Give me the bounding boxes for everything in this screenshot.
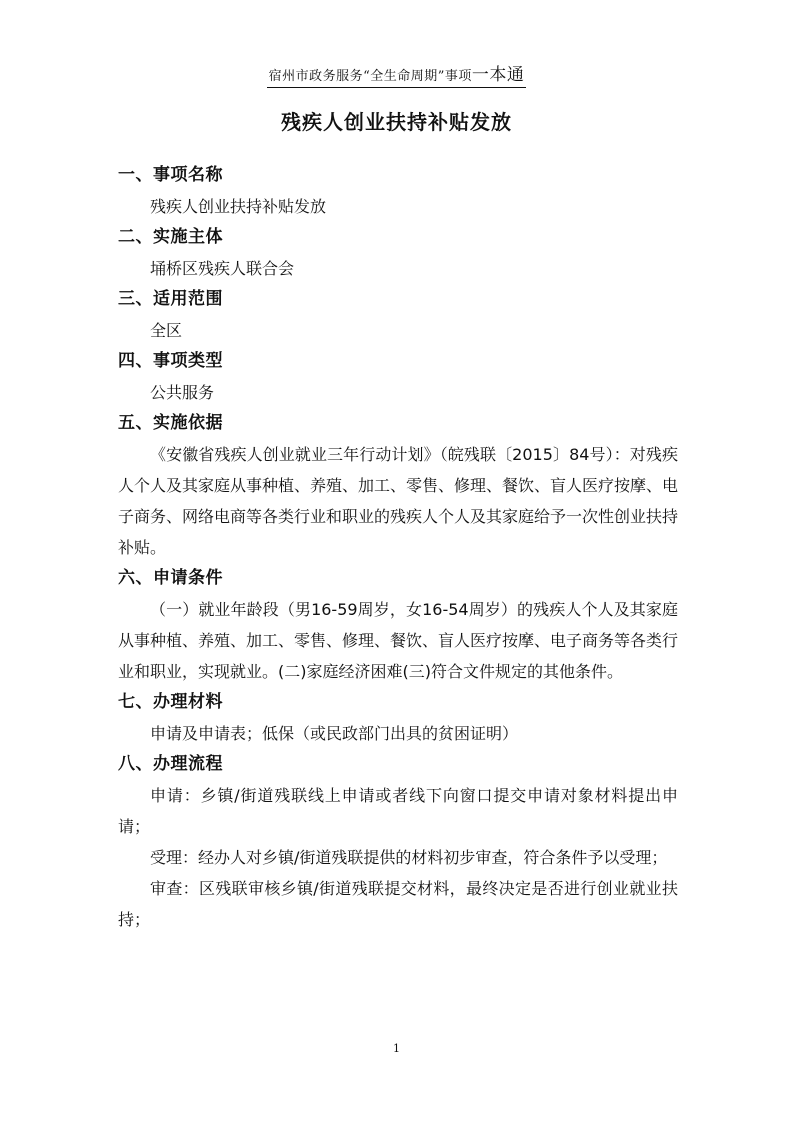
section-heading: 六、申请条件 — [118, 568, 223, 588]
section-paragraph: 埇桥区残疾人联合会 — [150, 259, 295, 278]
section-legal-basis — [118, 408, 678, 563]
section-heading: 四、事项类型 — [118, 351, 223, 371]
section-conditions — [118, 563, 678, 687]
running-header-text — [267, 60, 527, 88]
process-step-accept: 受理：经办人对乡镇/街道残联提供的材料初步审查，符合条件予以受理； — [150, 848, 668, 867]
page-number: 1 — [393, 1042, 400, 1055]
section-paragraph: 申请及申请表；低保（或民政部门出具的贫困证明） — [150, 724, 519, 743]
section-process — [118, 749, 678, 935]
header-prefix: 宿州市政务服务“全生命周期”事项 — [268, 69, 472, 84]
section-scope — [118, 284, 678, 346]
section-paragraph: （一）就业年龄段（男16-59周岁，女16-54周岁）的残疾人个人及其家庭从事种植、养殖、加工、零售、修理、餐饮、盲人医疗按摩、电子商务等各类行业和职业，实现就业。(二)家庭经济困难(三)符合文件规定的其他条件。 — [118, 600, 679, 681]
process-step-review: 审查：区残联审核乡镇/街道残联提交材料，最终决定是否进行创业就业扶持； — [118, 879, 678, 929]
document-title: 残疾人创业扶持补贴发放 — [281, 110, 512, 134]
section-heading: 三、适用范围 — [118, 289, 223, 309]
section-paragraph: 公共服务 — [150, 383, 215, 402]
section-heading: 二、实施主体 — [118, 227, 223, 247]
section-heading: 七、办理材料 — [118, 692, 223, 712]
section-implementing-body — [118, 222, 678, 284]
section-item-type — [118, 346, 678, 408]
section-heading: 八、办理流程 — [118, 754, 223, 774]
document-body — [118, 160, 678, 935]
process-step-apply: 申请：乡镇/街道残联线上申请或者线下向窗口提交申请对象材料提出申请； — [118, 786, 678, 836]
section-paragraph: 全区 — [150, 321, 183, 340]
section-paragraph: 《安徽省残疾人创业就业三年行动计划》（皖残联〔2015〕84号）：对残疾人个人及其家庭从事种植、养殖、加工、零售、修理、餐饮、盲人医疗按摩、电子商务、网络电商等各类行业和职业的残疾人个人及其家庭给予一次性创业扶持补贴。 — [118, 445, 679, 557]
running-header — [0, 60, 793, 88]
section-heading: 一、事项名称 — [118, 165, 223, 185]
section-item-name — [118, 160, 678, 222]
header-suffix: 一本通 — [471, 65, 525, 85]
section-paragraph: 残疾人创业扶持补贴发放 — [150, 197, 327, 216]
section-heading: 五、实施依据 — [118, 413, 223, 433]
section-materials — [118, 687, 678, 749]
